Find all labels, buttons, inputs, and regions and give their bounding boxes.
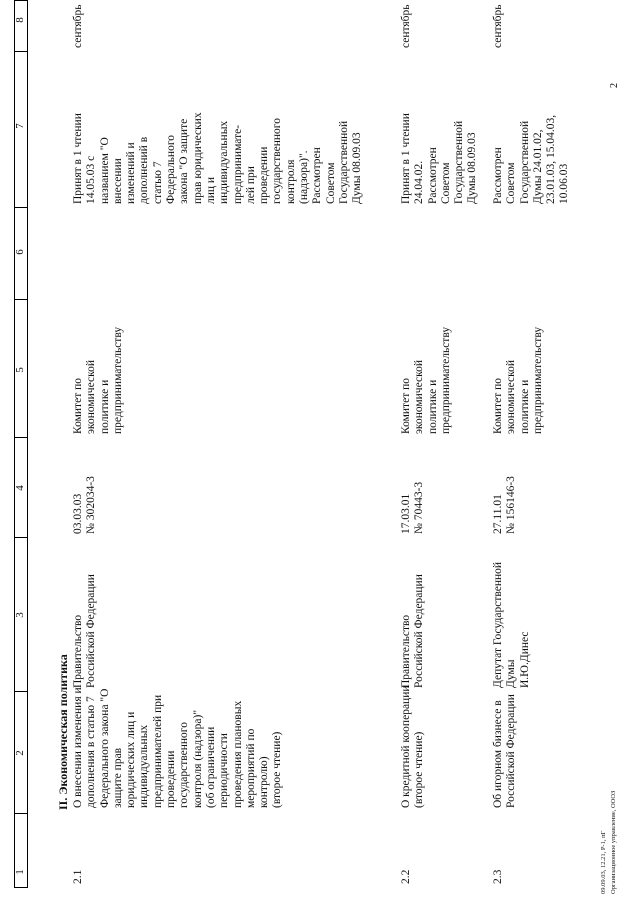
col-divider-7 (14, 51, 27, 52)
table-right-border (14, 0, 27, 1)
col-header-8: 8 (14, 17, 26, 23)
row-1-committee: Комитет по экономической политике и предпринимательству (72, 326, 124, 434)
col-divider-5 (14, 299, 27, 300)
col-header-1: 1 (14, 869, 26, 875)
col-divider-2 (14, 691, 27, 692)
col-divider-4 (14, 437, 27, 438)
row-3-status: Рассмотрен Советом Государственной Думы 24.01.02, 23.01.03, 15.04.03, 10.06.03 (492, 114, 571, 204)
row-2-title: О кредитной кооперации (второе чтение) (400, 685, 426, 808)
table-top-border (27, 0, 28, 888)
table-left-border (14, 887, 27, 888)
row-3-initiator: Депутат Государственной Думы И.Ю.Динес (492, 561, 531, 688)
row-3-reg: 27.11.01 № 156146-3 (492, 476, 518, 534)
footer-line-1: 09.09.03, 12.21, Р-1, пГ (600, 830, 607, 894)
col-header-4: 4 (14, 485, 26, 491)
col-divider-3 (14, 537, 27, 538)
col-header-3: 3 (14, 612, 26, 618)
section-title: II. Экономическая политика (56, 654, 70, 810)
row-3-title: Об игорном бизнесе в Российской Федерации (492, 694, 518, 808)
col-header-2: 2 (14, 750, 26, 756)
page-number: 2 (609, 83, 620, 88)
row-3-committee: Комитет по экономической политике и предпринимательству (492, 326, 544, 434)
row-1-num: 2.1 (72, 869, 84, 884)
row-2-committee: Комитет по экономической политике и предпринимательству (400, 326, 452, 434)
row-1-reg: 03.03.03 № 302034-3 (72, 476, 98, 534)
row-2-month: сентябрь (400, 4, 412, 48)
row-2-status: Принят в 1 чтении 24.04.02. Рассмотрен Советом Государственной Думы 08.09.03 (400, 113, 479, 204)
row-2-reg: 17.03.01 № 70443-3 (400, 481, 426, 534)
col-divider-6 (14, 207, 27, 208)
row-2-num: 2.2 (400, 869, 412, 884)
row-2-initiator: Правительство Российской Федерации (400, 574, 426, 688)
row-3-month: сентябрь (492, 4, 504, 48)
col-divider-1 (14, 813, 27, 814)
row-1-title: О внесении изменения и дополнения в статью 7 Федерального закона "О защите прав юридических лиц и индивидуальных предпринимателей при проведении государственного контроля (надзора)" (об ограничении периодичности проведения плановых мероприятий по контролю) (второе чтение) (72, 687, 284, 808)
footer-line-2: Организационное управление, ОООЗ (610, 790, 617, 894)
col-header-6: 6 (14, 249, 26, 255)
row-3-num: 2.3 (492, 869, 504, 884)
row-1-status: Принят в 1 чтении 14.05.03 с названием "О внесении изменений и дополнений в статью 7 Федерального закона "О защите прав юридических лиц и индивидуальных предпринимате- лей при проведении государственного контроля (надзора)". Рассмотрен Советом Государственной Думы 08.09.03 (72, 112, 364, 204)
row-1-initiator: Правительство Российской Федерации (72, 574, 98, 688)
col-header-7: 7 (14, 123, 26, 129)
row-1-month: сентябрь (72, 4, 84, 48)
col-header-5: 5 (14, 367, 26, 373)
